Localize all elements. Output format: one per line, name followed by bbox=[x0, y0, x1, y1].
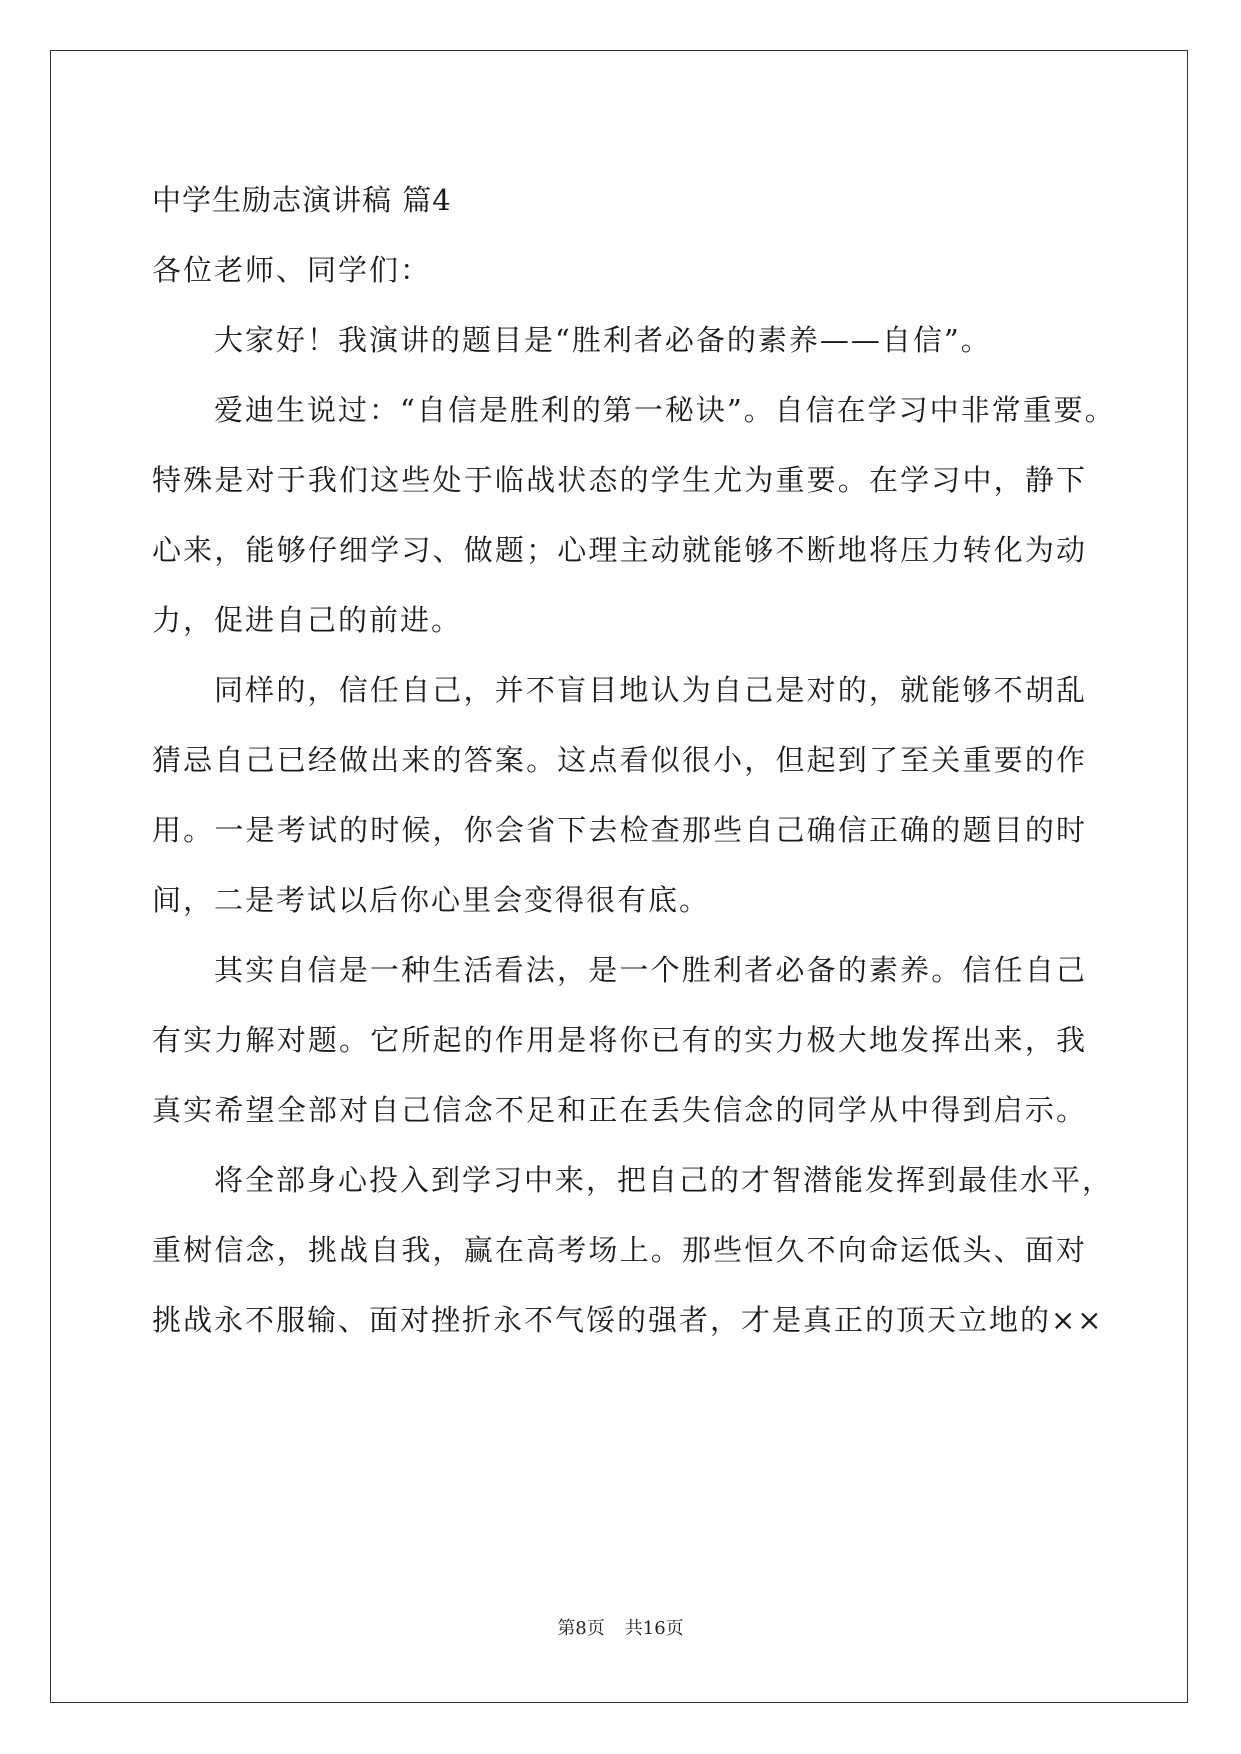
paragraph-line: 爱迪生说过：“自信是胜利的第一秘诀”。自信在学习中非常重要。 bbox=[214, 393, 1116, 427]
paragraph-line: 重树信念，挑战自我，赢在高考场上。那些恒久不向命运低头、面对 bbox=[152, 1233, 1087, 1267]
paragraph-line: 力，促进自己的前进。 bbox=[152, 603, 463, 637]
paragraph-line: 有实力解对题。它所起的作用是将你已有的实力极大地发挥出来，我 bbox=[152, 1023, 1087, 1057]
paragraph-line: 猜忌自己已经做出来的答案。这点看似很小，但起到了至关重要的作 bbox=[152, 743, 1087, 777]
paragraph-line: 将全部身心投入到学习中来，把自己的才智潜能发挥到最佳水平， bbox=[214, 1163, 1114, 1197]
salutation: 各位老师、同学们： bbox=[152, 253, 432, 287]
page-footer bbox=[0, 1614, 1241, 1640]
paragraph-line: 用。一是考试的时候，你会省下去检查那些自己确信正确的题目的时 bbox=[152, 813, 1087, 847]
page-number-total: 共16页 bbox=[624, 1618, 684, 1639]
document-body bbox=[152, 165, 1116, 1355]
paragraph-line: 其实自信是一种生活看法，是一个胜利者必备的素养。信任自己 bbox=[214, 953, 1087, 987]
document-title: 中学生励志演讲稿 篇4 bbox=[152, 183, 452, 217]
paragraph-line: 大家好！我演讲的题目是“胜利者必备的素养——自信”。 bbox=[214, 323, 992, 357]
paragraph-line: 间，二是考试以后你心里会变得很有底。 bbox=[152, 883, 711, 917]
paragraph-line: 心来，能够仔细学习、做题；心理主动就能够不断地将压力转化为动 bbox=[152, 533, 1087, 567]
paragraph-line: 特殊是对于我们这些处于临战状态的学生尤为重要。在学习中，静下 bbox=[152, 463, 1087, 497]
page-number-current: 第8页 bbox=[557, 1618, 605, 1639]
paragraph-line: 真实希望全部对自己信念不足和正在丢失信念的同学从中得到启示。 bbox=[152, 1093, 1087, 1127]
paragraph-line: 同样的，信任自己，并不盲目地认为自己是对的，就能够不胡乱 bbox=[214, 673, 1087, 707]
paragraph-line: 挑战永不服输、面对挫折永不气馁的强者，才是真正的顶天立地的×× bbox=[152, 1303, 1104, 1337]
